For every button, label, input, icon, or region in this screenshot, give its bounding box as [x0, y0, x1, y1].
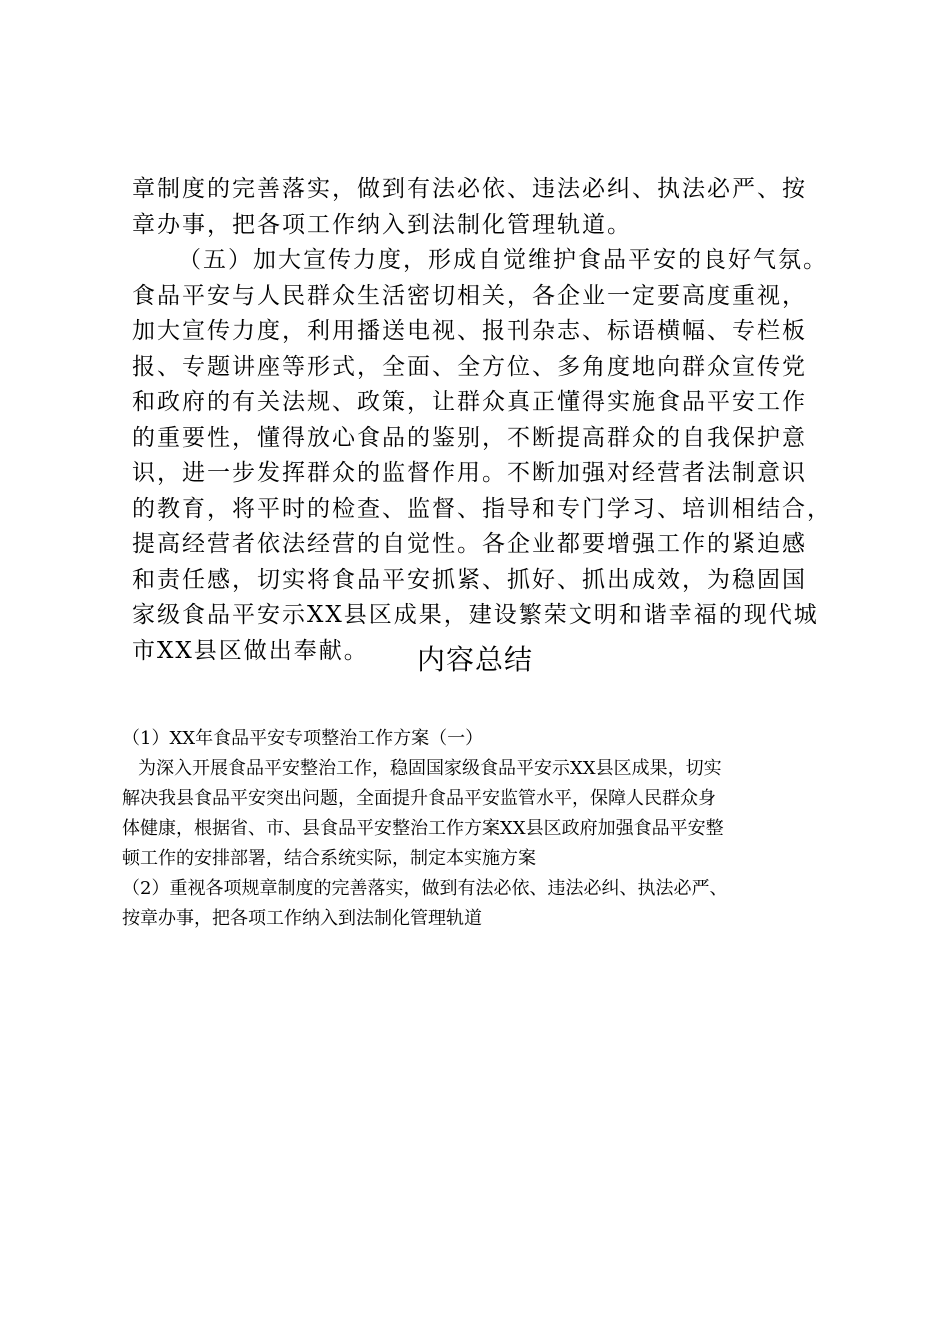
body-line: 和责任感，切实将食品平安抓紧、抓好、抓出成效，为稳固国 — [132, 566, 807, 593]
body-line: 章办事，把各项工作纳入到法制化管理轨道。 — [132, 211, 632, 238]
summary-line: 为深入开展食品平安整治工作，稳固国家级食品平安示XX县区成果，切实 — [138, 758, 722, 779]
body-line: 家级食品平安示XX县区成果，建设繁荣文明和谐幸福的现代城 — [132, 602, 819, 628]
body-line: 食品平安与人民群众生活密切相关，各企业一定要高度重视， — [132, 282, 807, 309]
body-line: 章制度的完善落实，做到有法必依、违法必纠、执法必严、按 — [132, 176, 807, 202]
summary-title: 内容总结 — [416, 643, 533, 676]
summary-item-heading: （2）重视各项规章制度的完善落实，做到有法必依、违法必纠、执法必严、 — [122, 878, 728, 899]
summary-line: 顿工作的安排部署，结合系统实际，制定本实施方案 — [122, 848, 536, 869]
body-line: 市XX县区做出奉献。 — [132, 637, 369, 664]
body-line: 的教育，将平时的检查、监督、指导和专门学习、培训相结合， — [132, 495, 832, 522]
summary-line: 解决我县食品平安突出问题，全面提升食品平安监管水平，保障人民群众身 — [122, 788, 716, 809]
body-line: 提高经营者依法经营的自觉性。各企业都要增强工作的紧迫感 — [132, 531, 807, 557]
body-line: 识，进一步发挥群众的监督作用。不断加强对经营者法制意识 — [132, 460, 807, 486]
body-line: 报、专题讲座等形式，全面、全方位、多角度地向群众宣传党 — [132, 353, 807, 380]
summary-line: 体健康，根据省、市、县食品平安整治工作方案XX县区政府加强食品平安整 — [122, 818, 724, 839]
body-line: 和政府的有关法规、政策，让群众真正懂得实施食品平安工作 — [132, 389, 807, 415]
summary-item-heading: （1）XX年食品平安专项整治工作方案（一） — [122, 728, 484, 749]
body-line: 的重要性，懂得放心食品的鉴别，不断提高群众的自我保护意 — [132, 424, 807, 451]
section-five-heading-line: （五）加大宣传力度，形成自觉维护食品平安的良好气氛。 — [178, 247, 828, 273]
body-line: 加大宣传力度，利用播送电视、报刊杂志、标语横幅、专栏板 — [132, 318, 807, 344]
summary-block — [122, 724, 842, 934]
summary-line: 按章办事，把各项工作纳入到法制化管理轨道 — [122, 908, 482, 929]
body-text-block — [132, 172, 832, 669]
